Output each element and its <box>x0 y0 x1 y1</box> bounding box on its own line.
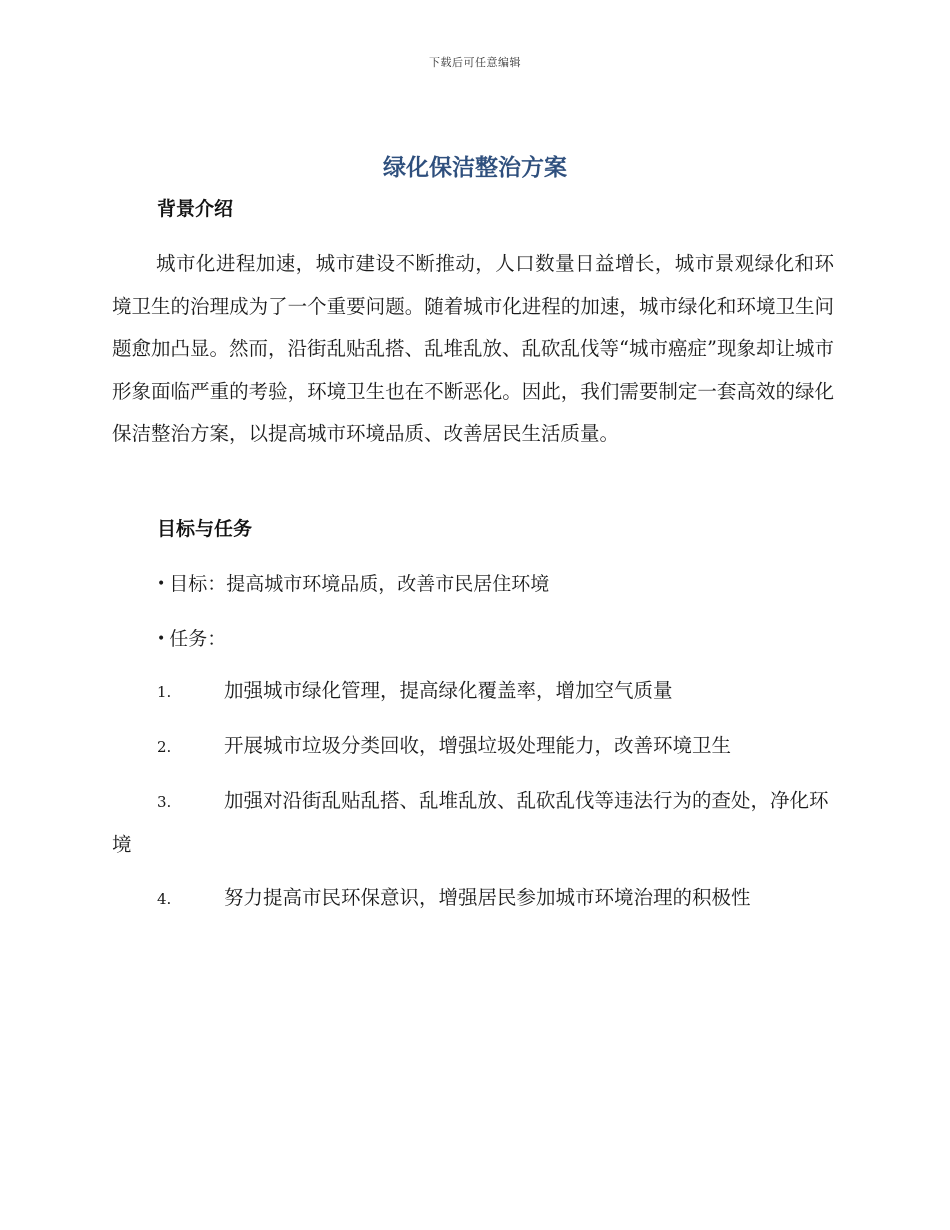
task-item-3 <box>112 780 834 866</box>
bullet-item-goal <box>157 569 549 596</box>
task-number: 3. <box>157 793 172 811</box>
task-text: 开展城市垃圾分类回收，增强垃圾处理能力，改善环境卫生 <box>224 734 732 757</box>
bullet-marker: • <box>157 576 166 592</box>
task-number: 1. <box>157 683 172 701</box>
header-note: 下载后可任意编辑 <box>429 56 521 69</box>
background-paragraph: 城市化进程加速，城市建设不断推动，人口数量日益增长，城市景观绿化和环境卫生的治理成为了一个重要问题。随着城市化进程的加速，城市绿化和环境卫生问题愈加凸显。然而，沿街乱贴乱搭、乱堆乱放、乱砍乱伐等“城市癌症”现象却让城市形象面临严重的考验，环境卫生也在不断恶化。因此，我们需要制定一套高效的绿化保洁整治方案，以提高城市环境品质、改善居民生活质量。 <box>112 252 834 445</box>
bullet-text: 任务： <box>169 628 227 650</box>
task-item-1 <box>112 670 834 714</box>
bullet-text: 目标：提高城市环境品质，改善市民居住环境 <box>169 573 550 595</box>
task-number: 4. <box>157 890 172 908</box>
task-text: 加强对沿街乱贴乱搭、乱堆乱放、乱砍乱伐等违法行为的查处，净化环境 <box>112 789 829 856</box>
section-heading-goals-tasks: 目标与任务 <box>157 518 253 540</box>
bullet-marker: • <box>157 631 166 647</box>
task-number: 2. <box>157 738 172 756</box>
task-text: 加强城市绿化管理，提高绿化覆盖率，增加空气质量 <box>224 679 673 702</box>
task-item-4 <box>112 877 834 921</box>
document-title: 绿化保洁整治方案 <box>383 155 567 181</box>
task-item-2 <box>112 725 834 769</box>
section-heading-background: 背景介绍 <box>157 198 234 220</box>
task-text: 努力提高市民环保意识，增强居民参加城市环境治理的积极性 <box>224 886 751 909</box>
bullet-item-tasks <box>157 624 226 651</box>
